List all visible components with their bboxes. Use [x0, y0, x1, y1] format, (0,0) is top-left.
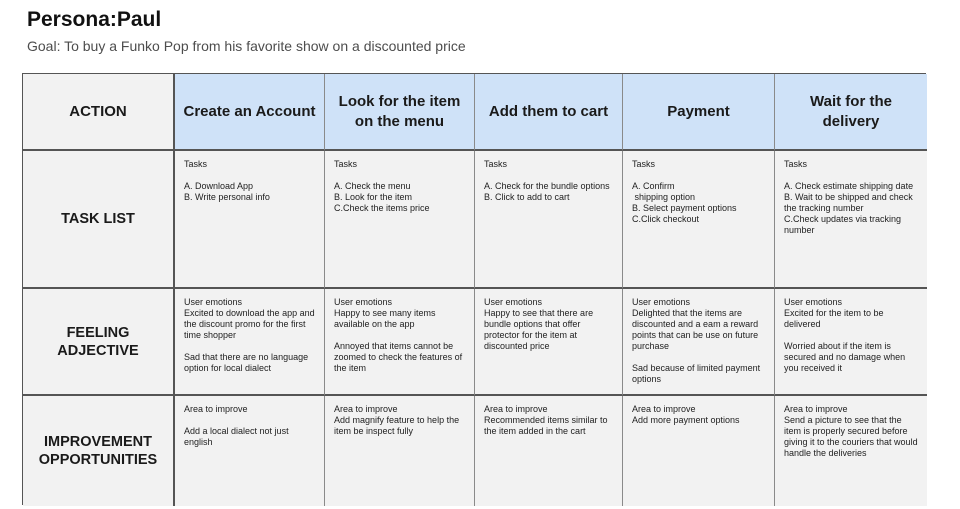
task-item: A. Confirm	[632, 181, 675, 191]
feeling-text: Excited for the item to be delivered	[784, 308, 887, 329]
task-cell	[623, 151, 775, 289]
task-item: shipping option	[632, 192, 696, 202]
row-label-task-list: TASK LIST	[23, 151, 175, 289]
emotions-label: User emotions	[184, 297, 243, 307]
feeling-text: Worried about if the item is secured and no damage when you received it	[784, 341, 908, 373]
column-header-look-for-item: Look for the item on the menu	[325, 74, 475, 151]
task-item: B. Look for the item	[334, 192, 413, 202]
feeling-text: Excited to download the app and the discount promo for the first time shopper	[184, 308, 318, 340]
tasks-label: Tasks	[184, 159, 208, 169]
emotions-label: User emotions	[484, 297, 543, 307]
improvement-cell	[175, 396, 325, 506]
improve-label: Area to improve	[334, 404, 398, 414]
row-label-improvement: IMPROVEMENT OPPORTUNITIES	[23, 396, 175, 506]
task-item: C.Check updates via tracking number	[784, 214, 904, 235]
feeling-text: Happy to see many items available on the app	[334, 308, 439, 329]
improvement-text: Send a picture to see that the item is properly secured before giving it to the couriers that would handle the deliveries	[784, 415, 921, 458]
tasks-label: Tasks	[484, 159, 508, 169]
improvement-text: Add a local dialect not just english	[184, 426, 292, 447]
improve-label: Area to improve	[484, 404, 548, 414]
emotions-label: User emotions	[784, 297, 843, 307]
task-item: B. Wait to be shipped and check the tracking number	[784, 192, 916, 213]
feeling-cell	[623, 289, 775, 396]
improve-label: Area to improve	[632, 404, 696, 414]
persona-goal: Goal: To buy a Funko Pop from his favorite show on a discounted price	[27, 38, 466, 54]
feeling-text: Annoyed that items cannot be zoomed to check the features of the item	[334, 341, 465, 373]
tasks-label: Tasks	[784, 159, 808, 169]
persona-title: Persona:Paul	[27, 8, 162, 31]
improvement-text: Add more payment options	[632, 415, 740, 425]
tasks-label: Tasks	[632, 159, 656, 169]
task-item: A. Download App	[184, 181, 254, 191]
feeling-text: Delighted that the items are discounted and a eam a reward points that can be use on future purchase	[632, 308, 761, 351]
feeling-cell	[175, 289, 325, 396]
task-cell	[475, 151, 623, 289]
task-item: C.Click checkout	[632, 214, 700, 224]
improvement-cell	[325, 396, 475, 506]
task-cell	[775, 151, 927, 289]
feeling-text: Happy to see that there are bundle options that offer protector for the item at discounted price	[484, 308, 596, 351]
improvement-cell	[623, 396, 775, 506]
feeling-text: Sad that there are no language option for local dialect	[184, 352, 311, 373]
column-header-payment: Payment	[623, 74, 775, 151]
improvement-text: Recommended items similar to the item added in the cart	[484, 415, 611, 436]
task-cell	[325, 151, 475, 289]
tasks-label: Tasks	[334, 159, 358, 169]
task-item: A. Check estimate shipping date	[784, 181, 914, 191]
improvement-text: Add magnify feature to help the item be inspect fully	[334, 415, 462, 436]
task-item: A. Check for the bundle options	[484, 181, 610, 191]
task-item: C.Check the items price	[334, 203, 430, 213]
improvement-cell	[475, 396, 623, 506]
feeling-text: Sad because of limited payment options	[632, 363, 763, 384]
task-item: B. Write personal info	[184, 192, 270, 202]
improvement-cell	[775, 396, 927, 506]
feeling-cell	[775, 289, 927, 396]
task-item: A. Check the menu	[334, 181, 411, 191]
task-item: B. Click to add to cart	[484, 192, 570, 202]
improve-label: Area to improve	[784, 404, 848, 414]
column-header-wait-delivery: Wait for the delivery	[775, 74, 927, 151]
column-header-add-to-cart: Add them to cart	[475, 74, 623, 151]
task-item: B. Select payment options	[632, 203, 737, 213]
row-label-feeling: FEELING ADJECTIVE	[23, 289, 175, 396]
action-header: ACTION	[23, 74, 175, 151]
feeling-cell	[475, 289, 623, 396]
feeling-cell	[325, 289, 475, 396]
journey-map-table	[22, 73, 926, 505]
emotions-label: User emotions	[632, 297, 691, 307]
column-header-create-account: Create an Account	[175, 74, 325, 151]
improve-label: Area to improve	[184, 404, 248, 414]
emotions-label: User emotions	[334, 297, 393, 307]
task-cell	[175, 151, 325, 289]
